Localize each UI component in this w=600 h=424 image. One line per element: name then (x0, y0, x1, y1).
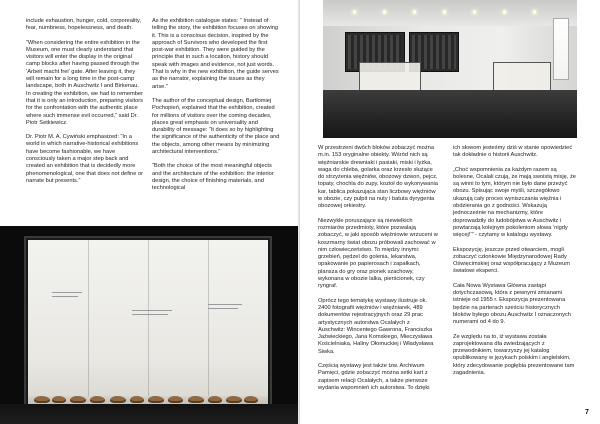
paragraph: „Choć wspomnienia za każdym razem są bolesne, Ocalali czują, że mają swoistą misję, że są winni to tym, którym nie było dane przeżyć obozu. Spisując swoje myśli, szczegółowo ukazują cały proces wyniszczania więźnia i obdzierania go z godności. Wskazują jednocześnie na mechanizmy, które doprowadziły do ludobójstwa w Auschwitz i powtarzają kolejnym pokoleniom słowa ‘nigdy więcej!’” - czytamy w katalogu wystawy. (453, 166, 576, 239)
left-column-2 (152, 18, 280, 200)
paragraph: “Both the choice of the most meaningful objects and the architecture of the exhibition: the interior design, the choice of finishing materials, and technological (152, 163, 274, 192)
paragraph: ich słowom jesteśmy dziś w stanie opowiedzieć tak dokładnie o historii Auschwitz. (453, 145, 573, 159)
photo-exhibition-hall (323, 0, 577, 138)
paragraph: As the exhibition catalogue states: “ Instead of telling the story, the exhibition focuses on showing it. This is a conscious decision, inspired by the approach of Survivors who developed the first post-war exhibition. They were guided by the principle that in such a location, history should speak with images and evidence, not just words. That is why in the new exhibition, the guide serves as the narrator, explaining the issues as they arise.” (152, 18, 279, 90)
paragraph: Ze względu na to, iż wystawa została zaprojektowana dla zwiedzających z przewodnikiem, towarzyszy jej katalog opublikowany w językach polskim i angielskim, który zdecydowanie pogłębia prezentowane tam zagadnienia. (453, 333, 575, 377)
paragraph: Oprócz tego tematykę wystawy ilustruje ok. 2400 fotografii więźniów i więźniarek, 489 dokumentów rejestracyjnych oraz 29 prac artystycznych autorstwa Ocalałych z Auschwitz: Wincentego Gawrona, Franciszka Jaźwieckiego, Jana Komskiego, Mieczysława Kościelniaka, Haliny Ołomuckiej i Władysława Siwka. (318, 297, 434, 355)
right-column-2 (453, 145, 577, 384)
right-column-1 (318, 145, 438, 399)
paragraph: Niezwykle poruszające są niewielkich rozmiarów przedmioty, które pozwalają zobaczyć, w jaki sposób więźniowie wrzuceni w koszmarny świat obozu próbowali zachować w nim człowieczeństwo. To między innymi: grzebień, pędzel do golenia, lekarstwa, opakowanie po papierosach i zapałkach, plansza do gry oraz pionek szachowy, wykonana w obozie lalka, pierścionek, czy ryngraf. (318, 217, 438, 290)
paragraph: Cała Nowa Wystawa Główna zastąpi dotychczasową, która z pewnymi zmianami istnieje od 1955 r. Ekspozycja prezentowana będzie na parterach sześciu historycznych bloków byłego obozu Auschwitz I oznaczonych numerami od 4 do 9. (453, 282, 571, 326)
paragraph: The author of the conceptual design, Bartłomiej Pochopień, explained that the exhibition, created for millions of visitors over the coming decades, places great emphasis on universality and durability of message: “It does so by highlighting the significance of the authenticity of the place and the objects, among other means by minimizing architectural interventions.” (152, 97, 280, 156)
paragraph: Dr. Piotr M. A. Cywiński emphasized: “In a world in which narrative-historical exhibitions have become fashionable, we have consciously taken a major step back and created an exhibition that is decidedly more phenomenological, one that does not define or narrate but presents.” (26, 134, 143, 184)
paragraph: “When considering the entire exhibition in the Museum, one must clearly understand that visitors will enter the display in the original camp blocks after having passed through the ‘Arbeit macht frei’ gate. After leaving it, they will remain for a long time in the post-camp landscape, both in Auschwitz I and Birkenau. In creating the exhibition, we had to remember that it is only an introduction, preparing visitors for the confrontation with the authentic place where such immense evil occurred,” said Dr. Piotr Setkiewicz. (26, 39, 143, 126)
paragraph: include exhaustion, hunger, cold, corporeality, fear, numbness, hopelessness, and death. (26, 18, 141, 32)
left-column-1 (26, 18, 144, 192)
paragraph: W przestrzeni dwóch bloków zobaczyć można m.in. 153 oryginalne obiekty. Wśród nich są więźniarskie drewniaki i pasiaki, miski i łyżka, waga do chleba, golarka oraz krzesło służące do strzyżenia więźniów, obozowy dzwon, pejcz, topaty, chochla do zupy, kozioł do wykonywania kar, tablica pokazująca stan liczbowy więźniów w obozie, czy pulpit na nuty i batuta dyrygenta obozowej orkiestry. (318, 145, 438, 210)
paragraph: Ekspozycję, jeszcze przed otwarciem, mogli zobaczyć członkowie Międzynarodowej Rady Oświęcimskiej oraz współpracujący z Muzeum światowi eksperci. (453, 246, 570, 275)
page-number: 7 (585, 409, 589, 416)
paragraph: Częścią wystawy jest także tzw. Archiwum Pamięci, gdzie zobaczyć można setki kart z zapisem relacji Ocalałych, a także pierwsze wydania wspomnień ich autorstwa. To dzięki (318, 363, 430, 391)
photo-vitrine-with-clogs (0, 226, 298, 424)
display-case (26, 238, 270, 410)
